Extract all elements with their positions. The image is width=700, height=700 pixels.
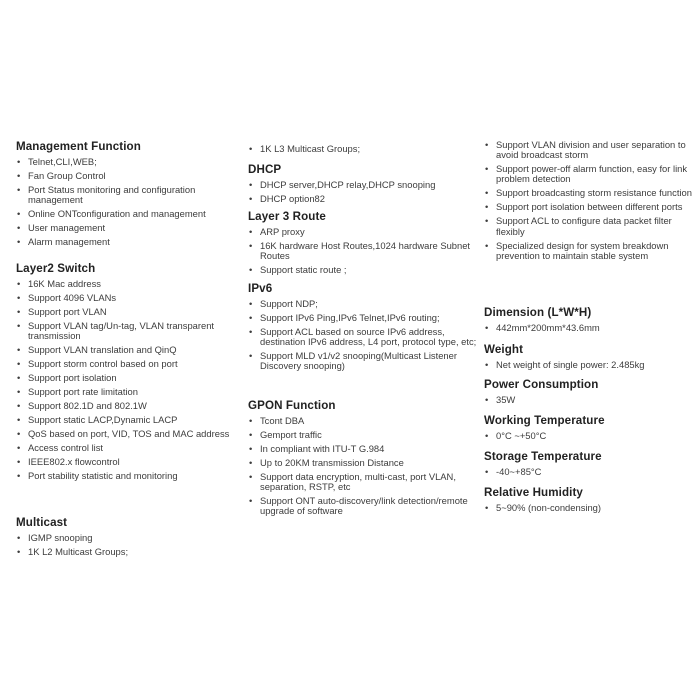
section-heading: Multicast bbox=[16, 516, 68, 529]
list-item: • Support ACL to configure data packet filter flexibly bbox=[484, 216, 696, 236]
item-list bbox=[484, 467, 696, 477]
list-item: • Support port rate limitation bbox=[16, 387, 238, 397]
list-item: • Support static LACP,Dynamic LACP bbox=[16, 415, 238, 425]
list-item: • IEEE802.x flowcontrol bbox=[16, 457, 238, 467]
weight-section bbox=[484, 343, 696, 374]
list-item: • Access control list bbox=[16, 443, 238, 453]
list-item: • Support VLAN division and user separation to avoid broadcast storm bbox=[484, 140, 696, 160]
list-item: • 0°C ~+50°C bbox=[484, 431, 696, 441]
list-item: • Port stability statistic and monitoring bbox=[16, 471, 238, 481]
item-list bbox=[16, 157, 238, 247]
item-list bbox=[248, 144, 480, 154]
section-heading: DHCP bbox=[248, 163, 282, 176]
gpon-continued-section bbox=[484, 140, 696, 265]
section-heading: Management Function bbox=[16, 140, 141, 153]
list-item: • DHCP server,DHCP relay,DHCP snooping bbox=[248, 180, 480, 190]
item-list bbox=[16, 533, 238, 557]
list-item: • Support MLD v1/v2 snooping(Multicast Listener Discovery snooping) bbox=[248, 351, 480, 371]
list-item: • Support port isolation between different ports bbox=[484, 202, 696, 212]
list-item: • In compliant with ITU-T G.984 bbox=[248, 444, 480, 454]
management-function-section bbox=[16, 140, 238, 251]
item-list bbox=[248, 180, 480, 204]
list-item: • Support power-off alarm function, easy for link problem detection bbox=[484, 164, 696, 184]
section-heading: Layer2 Switch bbox=[16, 262, 96, 275]
section-heading: Weight bbox=[484, 343, 524, 356]
ipv6-section bbox=[248, 282, 480, 375]
list-item: • Tcont DBA bbox=[248, 416, 480, 426]
list-item: • Support NDP; bbox=[248, 299, 480, 309]
item-list bbox=[484, 140, 696, 261]
item-list bbox=[484, 323, 696, 333]
item-list bbox=[484, 395, 696, 405]
power-consumption-section bbox=[484, 378, 696, 409]
dimension-section bbox=[484, 306, 696, 337]
item-list bbox=[484, 360, 696, 370]
list-item: • Support 4096 VLANs bbox=[16, 293, 238, 303]
list-item: • Telnet,CLI,WEB; bbox=[16, 157, 238, 167]
section-heading: Dimension (L*W*H) bbox=[484, 306, 592, 319]
list-item: • Support ACL based on source IPv6 address, destination IPv6 address, L4 port, protocol type, etc; bbox=[248, 327, 480, 347]
list-item: • ARP proxy bbox=[248, 227, 480, 237]
item-list bbox=[248, 299, 480, 372]
list-item: • Fan Group Control bbox=[16, 171, 238, 181]
section-heading: GPON Function bbox=[248, 399, 336, 412]
item-list bbox=[484, 431, 696, 441]
section-heading: Layer 3 Route bbox=[248, 210, 326, 223]
section-heading: Relative Humidity bbox=[484, 486, 583, 499]
list-item: • 16K Mac address bbox=[16, 279, 238, 289]
list-item: • DHCP option82 bbox=[248, 194, 480, 204]
list-item: • Specialized design for system breakdown prevention to maintain stable system bbox=[484, 241, 696, 261]
list-item: • Support data encryption, multi-cast, port VLAN, separation, RSTP, etc bbox=[248, 472, 480, 492]
layer2-switch-section bbox=[16, 262, 238, 485]
list-item: • Support VLAN translation and QinQ bbox=[16, 345, 238, 355]
section-heading: Working Temperature bbox=[484, 414, 605, 427]
list-item: • Support broadcasting storm resistance function bbox=[484, 188, 696, 198]
item-list bbox=[484, 503, 696, 513]
list-item: • 442mm*200mm*43.6mm bbox=[484, 323, 696, 333]
item-list bbox=[16, 279, 238, 481]
list-item: • Alarm management bbox=[16, 237, 238, 247]
list-item: • Support port isolation bbox=[16, 373, 238, 383]
item-list bbox=[248, 416, 480, 517]
list-item: • Gemport traffic bbox=[248, 430, 480, 440]
list-item: • Net weight of single power: 2.485kg bbox=[484, 360, 696, 370]
multicast-continued-section bbox=[248, 144, 480, 158]
list-item: • User management bbox=[16, 223, 238, 233]
list-item: • Support 802.1D and 802.1W bbox=[16, 401, 238, 411]
list-item: • 1K L3 Multicast Groups; bbox=[248, 144, 480, 154]
dhcp-section bbox=[248, 163, 480, 208]
list-item: • IGMP snooping bbox=[16, 533, 238, 543]
section-heading: Power Consumption bbox=[484, 378, 599, 391]
list-item: • Port Status monitoring and configuration management bbox=[16, 185, 238, 205]
list-item: • Support storm control based on port bbox=[16, 359, 238, 369]
list-item: • -40~+85°C bbox=[484, 467, 696, 477]
list-item: • QoS based on port, VID, TOS and MAC address bbox=[16, 429, 238, 439]
list-item: • Support ONT auto-discovery/link detection/remote upgrade of software bbox=[248, 496, 480, 516]
list-item: • Online ONTconfiguration and management bbox=[16, 209, 238, 219]
list-item: • 1K L2 Multicast Groups; bbox=[16, 547, 238, 557]
section-heading: IPv6 bbox=[248, 282, 273, 295]
list-item: • 5~90% (non-condensing) bbox=[484, 503, 696, 513]
storage-temperature-section bbox=[484, 450, 696, 481]
list-item: • Support VLAN tag/Un-tag, VLAN transparent transmission bbox=[16, 321, 238, 341]
layer3-route-section bbox=[248, 210, 480, 279]
list-item: • 35W bbox=[484, 395, 696, 405]
multicast-section bbox=[16, 516, 238, 561]
list-item: • 16K hardware Host Routes,1024 hardware Subnet Routes bbox=[248, 241, 480, 261]
list-item: • Support IPv6 Ping,IPv6 Telnet,IPv6 routing; bbox=[248, 313, 480, 323]
working-temperature-section bbox=[484, 414, 696, 445]
list-item: • Up to 20KM transmission Distance bbox=[248, 458, 480, 468]
section-heading: Storage Temperature bbox=[484, 450, 602, 463]
list-item: • Support port VLAN bbox=[16, 307, 238, 317]
gpon-function-section bbox=[248, 399, 480, 520]
item-list bbox=[248, 227, 480, 275]
relative-humidity-section bbox=[484, 486, 696, 517]
list-item: • Support static route ; bbox=[248, 265, 480, 275]
